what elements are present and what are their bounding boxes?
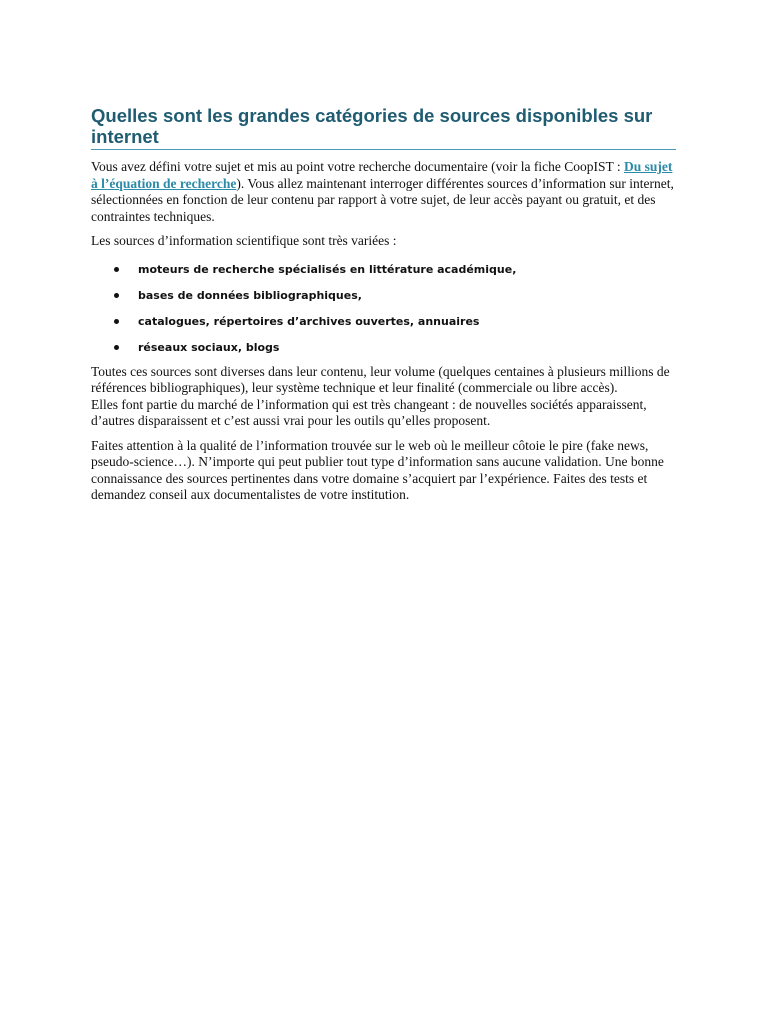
bullet-icon [114, 345, 119, 350]
list-item-label: catalogues, répertoires d’archives ouvertes, annuaires [138, 314, 480, 328]
diversity-paragraph: Toutes ces sources sont diverses dans leur contenu, leur volume (quelques centaines à plusieurs millions de références bibliographiques), leur système technique et leur finalité (commerciale ou libre accès). [91, 363, 670, 395]
intro-paragraph [91, 159, 676, 225]
bullet-icon [114, 267, 119, 272]
list-item-label: réseaux sociaux, blogs [138, 340, 280, 354]
list-item-label: moteurs de recherche spécialisés en littérature académique, [138, 262, 517, 276]
sources-lead-paragraph: Les sources d’information scientifique sont très variées : [91, 233, 397, 248]
intro-text-after-link: ). Vous allez maintenant interroger différentes sources d’information sur internet, sélectionnées en fonction de leur contenu par rapport à votre sujet, de leur accès payant ou gratuit, et des contraintes techniques. [91, 175, 674, 224]
coopist-sheet-link[interactable]: Du sujet à l’équation de recherche [91, 159, 673, 191]
list-item-label: bases de données bibliographiques, [138, 288, 362, 302]
bullet-icon [114, 293, 119, 298]
market-paragraph: Elles font partie du marché de l’information qui est très changeant : de nouvelles sociétés apparaissent, d’autres disparaissent et c’est aussi vrai pour les outils qu’elles proposent. [91, 396, 647, 428]
sources-list [91, 263, 676, 355]
quality-paragraph: Faites attention à la qualité de l’information trouvée sur le web où le meilleur côtoie le pire (fake news, pseudo-science…). N’importe qui peut publier tout type d’information sans aucune validation. Une bonne connaissance des sources pertinentes dans votre domaine s’acquiert par l’expérience. Faites des tests et demandez conseil aux documentalistes de votre institution. [91, 437, 664, 502]
page-title: Quelles sont les grandes catégories de sources disponibles sur internet [91, 105, 676, 150]
list-item [91, 341, 676, 355]
bullet-icon [114, 319, 119, 324]
list-item [91, 315, 676, 329]
intro-text-before-link: Vous avez défini votre sujet et mis au point votre recherche documentaire (voir la fiche CoopIST : [91, 159, 624, 174]
list-item [91, 263, 676, 277]
document-content [91, 105, 676, 504]
list-item [91, 289, 676, 303]
